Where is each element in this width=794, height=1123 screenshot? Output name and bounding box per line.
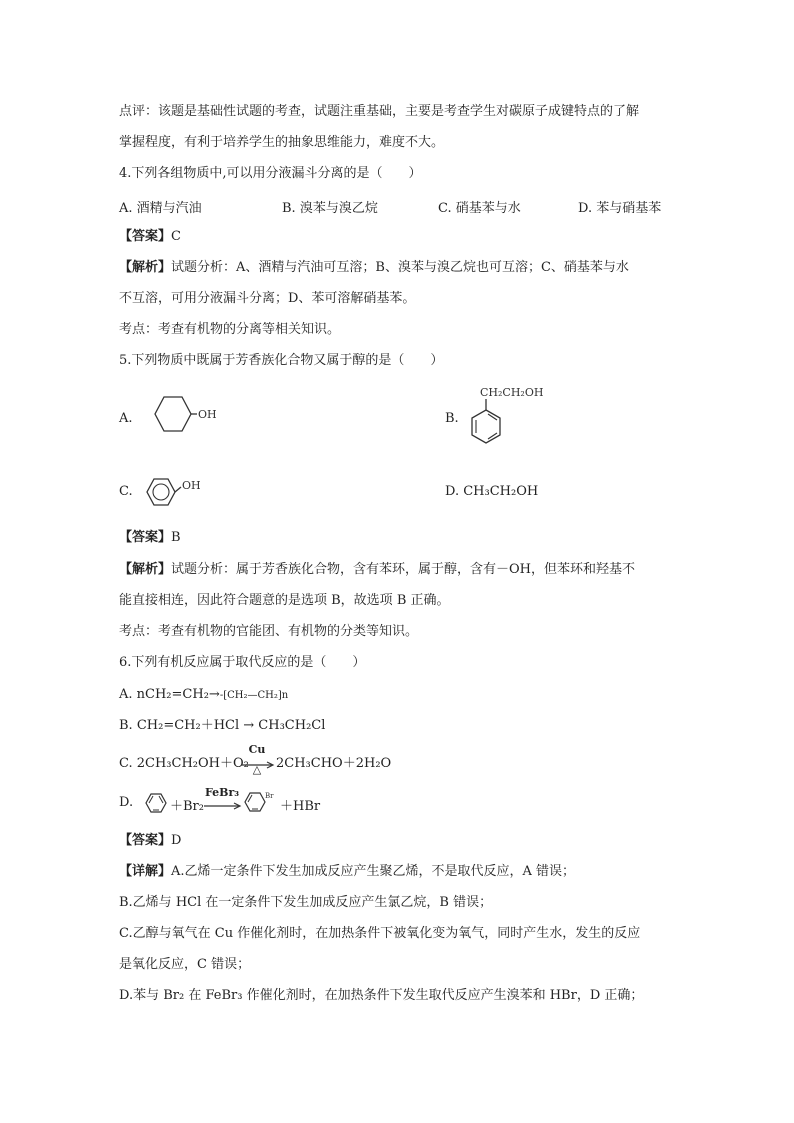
q5-c-oh-label: OH: [182, 479, 201, 492]
q5-kaodian: 考点：考查有机物的官能团、有机物的分类等知识。: [119, 624, 419, 639]
detail-text: A.乙烯一定条件下发生加成反应产生聚乙烯，不是取代反应，A 错误；: [171, 864, 576, 879]
answer-label: 【答案】: [119, 229, 172, 244]
q6-c-heat: △: [252, 763, 262, 776]
q6-detail-c-2: 是氧化反应，C 错误；: [119, 957, 251, 972]
q5-answer: [119, 529, 181, 547]
q4-option-d: D. 苯与硝基苯: [578, 201, 662, 216]
answer-label: 【答案】: [119, 833, 172, 848]
q6-d-reagent: ＋Br₂: [170, 799, 204, 814]
q4-option-b: B. 溴苯与溴乙烷: [282, 201, 378, 216]
q6-d-catalyst: FeBr₃: [204, 786, 240, 799]
q6-d-br-label: Br: [265, 792, 274, 800]
q6-a-product: -[CH₂—CH₂]n: [219, 690, 289, 701]
q6-c-catalyst: Cu: [248, 743, 266, 756]
q5-option-d: D. CH₃CH₂OH: [445, 484, 539, 499]
q4-analysis-line-1: [119, 259, 629, 277]
q5-option-c-label: C.: [119, 484, 133, 499]
comment-line-1: 点评：该题是基础性试题的考查，试题注重基础，主要是考查学生对碳原子成键特点的了解: [119, 104, 640, 119]
q6-detail-c-1: C.乙醇与氧气在 Cu 作催化剂时，在加热条件下被氧化变为氧气，同时产生水，发生的反应: [119, 926, 641, 941]
q6-detail-d: D.苯与 Br₂ 在 FeBr₃ 作催化剂时，在加热条件下发生取代反应产生溴苯和 HBr，D 正确；: [119, 988, 644, 1003]
q6-option-d-label: D.: [119, 795, 134, 810]
question-6-stem: 6.下列有机反应属于取代反应的是（ ）: [119, 655, 366, 670]
answer-value: C: [171, 229, 181, 244]
bromobenzene-icon: [243, 790, 279, 816]
q6-option-c-left: C. 2CH₃CH₂OH＋O₂: [119, 756, 249, 771]
q5-analysis-line-1: [119, 561, 635, 579]
q4-kaodian: 考点：考查有机物的分离等相关知识。: [119, 322, 341, 337]
answer-label: 【答案】: [119, 530, 172, 545]
benzene-icon: [144, 792, 170, 816]
q6-option-b: B. CH₂=CH₂＋HCl → CH₃CH₂Cl: [119, 718, 326, 733]
q5-option-a-label: A.: [119, 411, 133, 426]
analysis-label: 【解析】: [119, 562, 172, 577]
analysis-label: 【解析】: [119, 260, 172, 275]
q6-detail-b: B.乙烯与 HCl 在一定条件下发生加成反应产生氯乙烷，B 错误；: [119, 895, 493, 910]
q6-detail-a: [119, 863, 575, 881]
phenylethanol-structure: [462, 383, 572, 458]
q6-option-c-right: 2CH₃CHO＋2H₂O: [276, 756, 392, 771]
detail-label: 【详解】: [119, 864, 172, 879]
answer-value: D: [171, 833, 182, 848]
q4-analysis-line-2: 不互溶，可用分液漏斗分离；D、苯可溶解硝基苯。: [119, 291, 416, 306]
answer-value: B: [171, 530, 181, 545]
q5-b-chain-label: CH₂CH₂OH: [480, 386, 544, 399]
q5-option-b-label: B.: [445, 411, 459, 426]
q6-a-reactant: A. nCH₂=CH₂→: [119, 687, 220, 702]
q6-answer: [119, 832, 181, 850]
question-5-stem: 5.下列物质中既属于芳香族化合物又属于醇的是（ ）: [119, 353, 444, 368]
comment-line-2: 掌握程度，有利于培养学生的抽象思维能力，难度不大。: [119, 135, 445, 150]
q4-option-a: A. 酒精与汽油: [119, 201, 202, 216]
q6-d-product: ＋HBr: [280, 799, 321, 814]
cyclohexanol-structure: [146, 394, 226, 444]
question-4-stem: 4.下列各组物质中,可以用分液漏斗分离的是（ ）: [119, 166, 422, 181]
analysis-text: 试题分析：属于芳香族化合物，含有苯环，属于醇，含有－OH，但苯环和羟基不: [171, 562, 636, 577]
q4-option-c: C. 硝基苯与水: [438, 201, 521, 216]
analysis-text: 试题分析：A、酒精与汽油可互溶；B、溴苯与溴乙烷也可互溶；C、硝基苯与水: [171, 260, 629, 275]
q5-analysis-line-2: 能直接相连，因此符合题意的是选项 B，故选项 B 正确。: [119, 593, 450, 608]
q4-answer: [119, 228, 181, 246]
q5-a-oh-label: OH: [198, 408, 217, 421]
phenol-structure: [144, 474, 224, 514]
q6-d-arrow: [203, 803, 243, 811]
q6-option-a: [119, 686, 288, 705]
